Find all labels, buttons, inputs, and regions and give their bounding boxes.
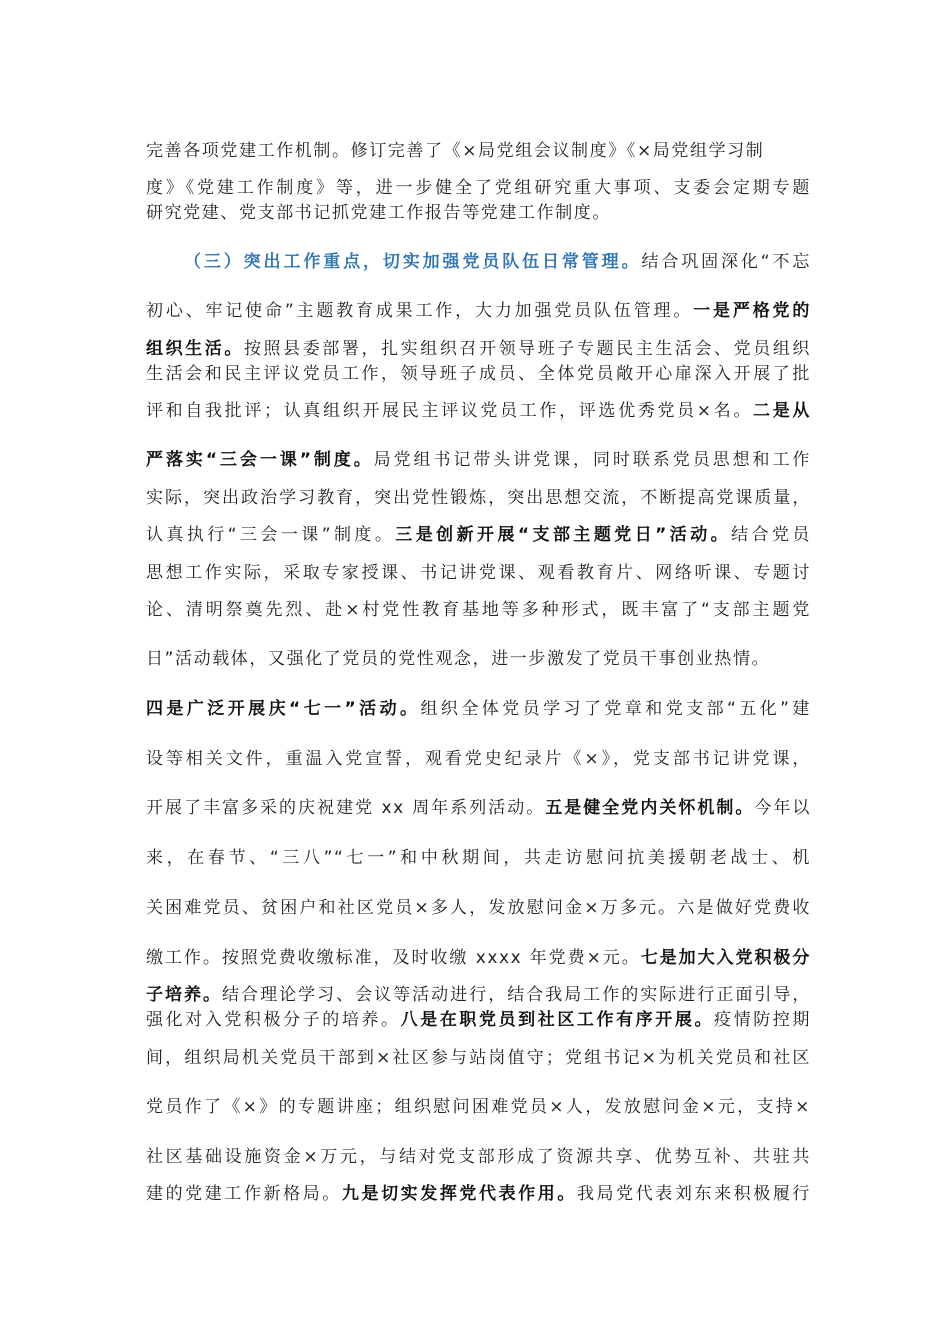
text-line: 实际，突出政治学习教育，突出党性锻炼，突出思想交流，不断提高党课质量， bbox=[146, 488, 811, 508]
text-line: 生活会和民主评议党员工作，领导班子成员、全体党员敞开心扉深入开展了批 bbox=[146, 364, 811, 384]
text-line: 来，在春节、“三八”“七一”和中秋期间，共走访慰问抗美援朝老战士、机 bbox=[146, 848, 811, 868]
text-line: 严落实“三会一课”制度。局党组书记带头讲党课，同时联系党员思想和工作 bbox=[146, 450, 811, 470]
text-line: 评和自我批评；认真组织开展民主评议党员工作，评选优秀党员×名。二是从 bbox=[146, 401, 811, 421]
text-line: 社区基础设施资金×万元，与结对党支部形成了资源共享、优势互补、共驻共 bbox=[146, 1147, 811, 1167]
text-line: 间，组织局机关党员干部到×社区参与站岗值守；党组书记×为机关党员和社区 bbox=[146, 1048, 811, 1068]
text-line: 设等相关文件，重温入党宣誓，观看党史纪录片《×》，党支部书记讲党课， bbox=[146, 749, 811, 769]
text-line: 日”活动载体，又强化了党员的党性观念，进一步激发了党员干事创业热情。 bbox=[146, 649, 771, 669]
text-line: 建的党建工作新格局。九是切实发挥党代表作用。我局党代表刘东来积极履行 bbox=[146, 1184, 812, 1204]
text-line: 四是广泛开展庆“七一”活动。组织全体党员学习了党章和党支部“五化”建 bbox=[146, 699, 811, 719]
text-line: 认真执行“三会一课”制度。三是创新开展“支部主题党日”活动。结合党员 bbox=[146, 525, 811, 545]
text-line: 子培养。结合理论学习、会议等活动进行，结合我局工作的实际进行正面引导， bbox=[146, 985, 811, 1005]
text-line: 度》《党建工作制度》等，进一步健全了党组研究重大事项、支委会定期专题 bbox=[146, 178, 811, 198]
text-line: 缴工作。按照党费收缴标准，及时收缴 xxxx 年党费×元。七是加大入党积极分 bbox=[146, 948, 811, 968]
section-heading: （三）突出工作重点，切实加强党员队伍日常管理。 bbox=[184, 252, 642, 272]
text-line: 组织生活。按照县委部署，扎实组织召开领导班子专题民主生活会、党员组织 bbox=[146, 339, 812, 359]
text-line: 开展了丰富多采的庆祝建党 xx 周年系列活动。五是健全党内关怀机制。今年以 bbox=[146, 798, 811, 818]
text-line: 论、清明祭奠先烈、赴×村党性教育基地等多种形式，既丰富了“支部主题党 bbox=[146, 600, 811, 620]
text-line: 思想工作实际，采取专家授课、书记讲党课、观看教育片、网络听课、专题讨 bbox=[146, 563, 811, 583]
text-line: 关困难党员、贫困户和社区党员×多人，发放慰问金×万多元。六是做好党费收 bbox=[146, 898, 811, 918]
text-line: 强化对入党积极分子的培养。八是在职党员到社区工作有序开展。疫情防控期 bbox=[146, 1010, 811, 1030]
text-line: 完善各项党建工作机制。修订完善了《×局党组会议制度》《×局党组学习制 bbox=[146, 141, 765, 161]
text-line: 研究党建、党支部书记抓党建工作报告等党建工作制度。 bbox=[146, 203, 611, 223]
text-line: 党员作了《×》的专题讲座；组织慰问困难党员×人，发放慰问金×元，支持× bbox=[146, 1097, 811, 1117]
text-line: 初心、牢记使命”主题教育成果工作，大力加强党员队伍管理。一是严格党的 bbox=[146, 301, 811, 321]
section-heading-line: （三）突出工作重点，切实加强党员队伍日常管理。结合巩固深化“不忘 bbox=[184, 252, 811, 272]
